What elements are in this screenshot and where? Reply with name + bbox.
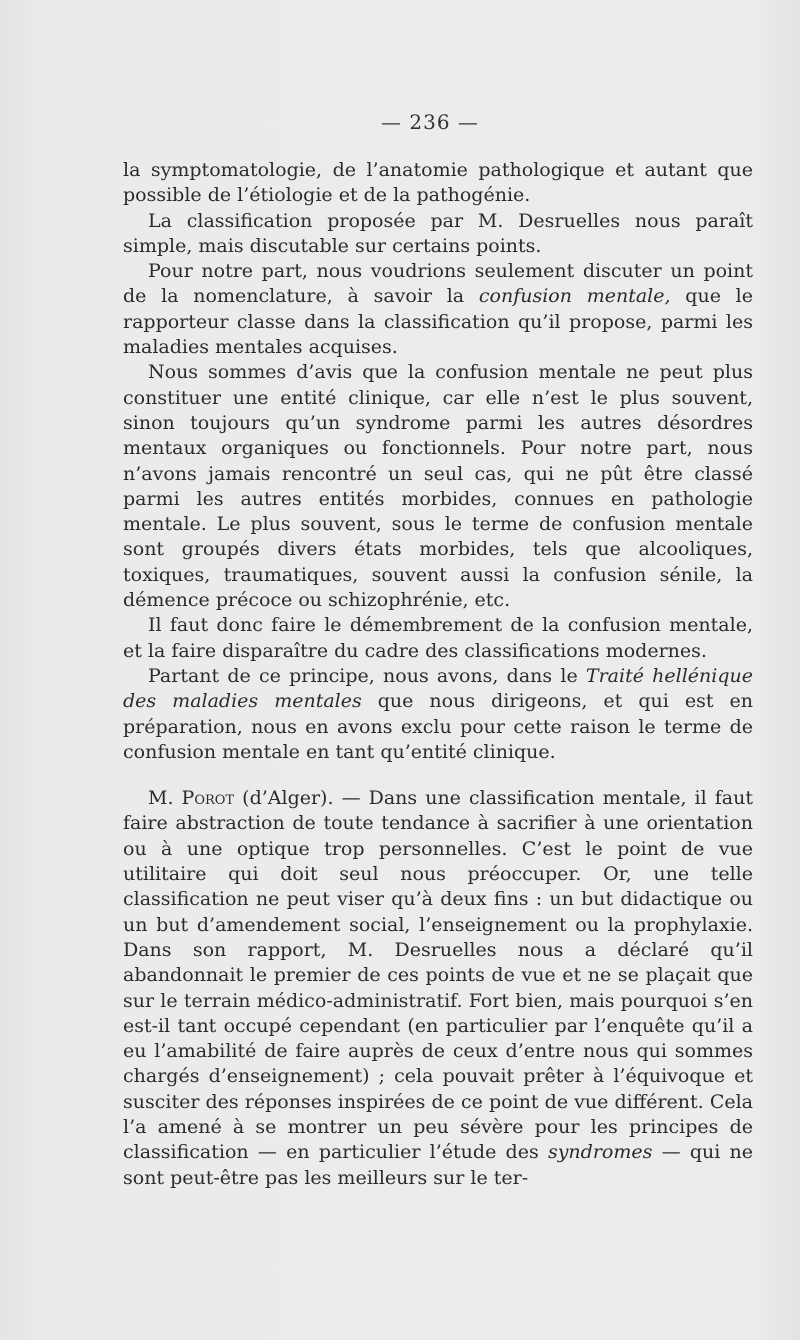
paragraph-3-emphasis: confusion mentale, xyxy=(478,285,671,308)
page-number: — 236 — xyxy=(381,110,479,134)
paragraph-7-prefix: M. xyxy=(148,787,182,810)
paragraph-7 xyxy=(123,786,753,1191)
paragraph-7-text-b: — qui ne sont peut-être pas les meilleurs sur le ter- xyxy=(123,1141,753,1189)
paragraph-1: la symptomatologie, de l’anatomie pathologique et autant que possible de l’étiologie et de la pathogénie. xyxy=(123,159,753,207)
paragraph-3-text-b: que le rapporteur classe dans la classification qu’il propose, parmi les maladies mentales acquises. xyxy=(123,285,754,359)
paragraph-3 xyxy=(123,259,753,360)
paragraph-6-book-title: Traité hellénique des maladies mentales xyxy=(123,664,753,713)
paragraph-7-text-a: (d’Alger). — Dans une classification mentale, il faut faire abstraction de toute tendance à sacrifier à une orientation ou à une optique trop personnelles. C’est le point de vue utilitaire qui doit seul nous préoccuper. Or, une telle classification ne peut viser qu’à deux fins : un but didactique ou un but d’amendement social, l’enseignement ou la prophylaxie. Dans son rapport, M. Desruelles nous a déclaré qu’il abandonnait le premier de ces points de vue et ne se plaçait que sur le terrain médico-administratif. Fort bien, mais pourquoi s’en est-il tant occupé cependant (en particulier par l’enquête qu’il a eu l’amabilité de faire auprès de ceux d’entre nous qui sommes chargés d’enseignement) ; cela pouvait prêter à l’équivoque et susciter des réponses inspirées de ce point de vue différent. Cela l’a amené à se montrer un peu sévère pour les principes de classification — en particulier l’étude des xyxy=(123,787,753,1164)
paragraph-5: Il faut donc faire le démembrement de la confusion mentale, et la faire disparaître du cadre des classifications modernes. xyxy=(123,614,753,662)
paragraph-6 xyxy=(123,664,753,765)
paragraph-6-text-a: Partant de ce principe, nous avons, dans le xyxy=(148,664,586,687)
paragraph-7-emphasis: syndromes xyxy=(547,1141,653,1164)
paragraph-2: La classification proposée par M. Desruelles nous paraît simple, mais discutable sur certains points. xyxy=(123,209,753,257)
paragraph-3-text-a: Pour notre part, nous voudrions seulement discuter un point de la nomenclature, à savoir la xyxy=(123,260,753,308)
paragraph-6-text-b: que nous dirigeons, et qui est en préparation, nous en avons exclu pour cette raison le terme de confusion mentale en tant qu’entité clinique. xyxy=(123,690,753,763)
paragraph-4: Nous sommes d’avis que la confusion mentale ne peut plus constituer une entité clinique, car elle n’est le plus souvent, sinon toujours qu’un syndrome parmi les autres désordres mentaux organiques ou fonctionnels. Pour notre part, nous n’avons jamais rencontré un seul cas, qui ne pût être classé parmi les autres entités morbides, connues en pathologie mentale. Le plus souvent, sous le terme de confusion mentale sont groupés divers états morbides, tels que alcooliques, toxiques, traumatiques, souvent aussi la confusion sénile, la démence précoce ou schizophrénie, etc. xyxy=(123,361,753,612)
body-text xyxy=(123,158,753,1191)
speaker-name: Porot xyxy=(181,787,235,810)
